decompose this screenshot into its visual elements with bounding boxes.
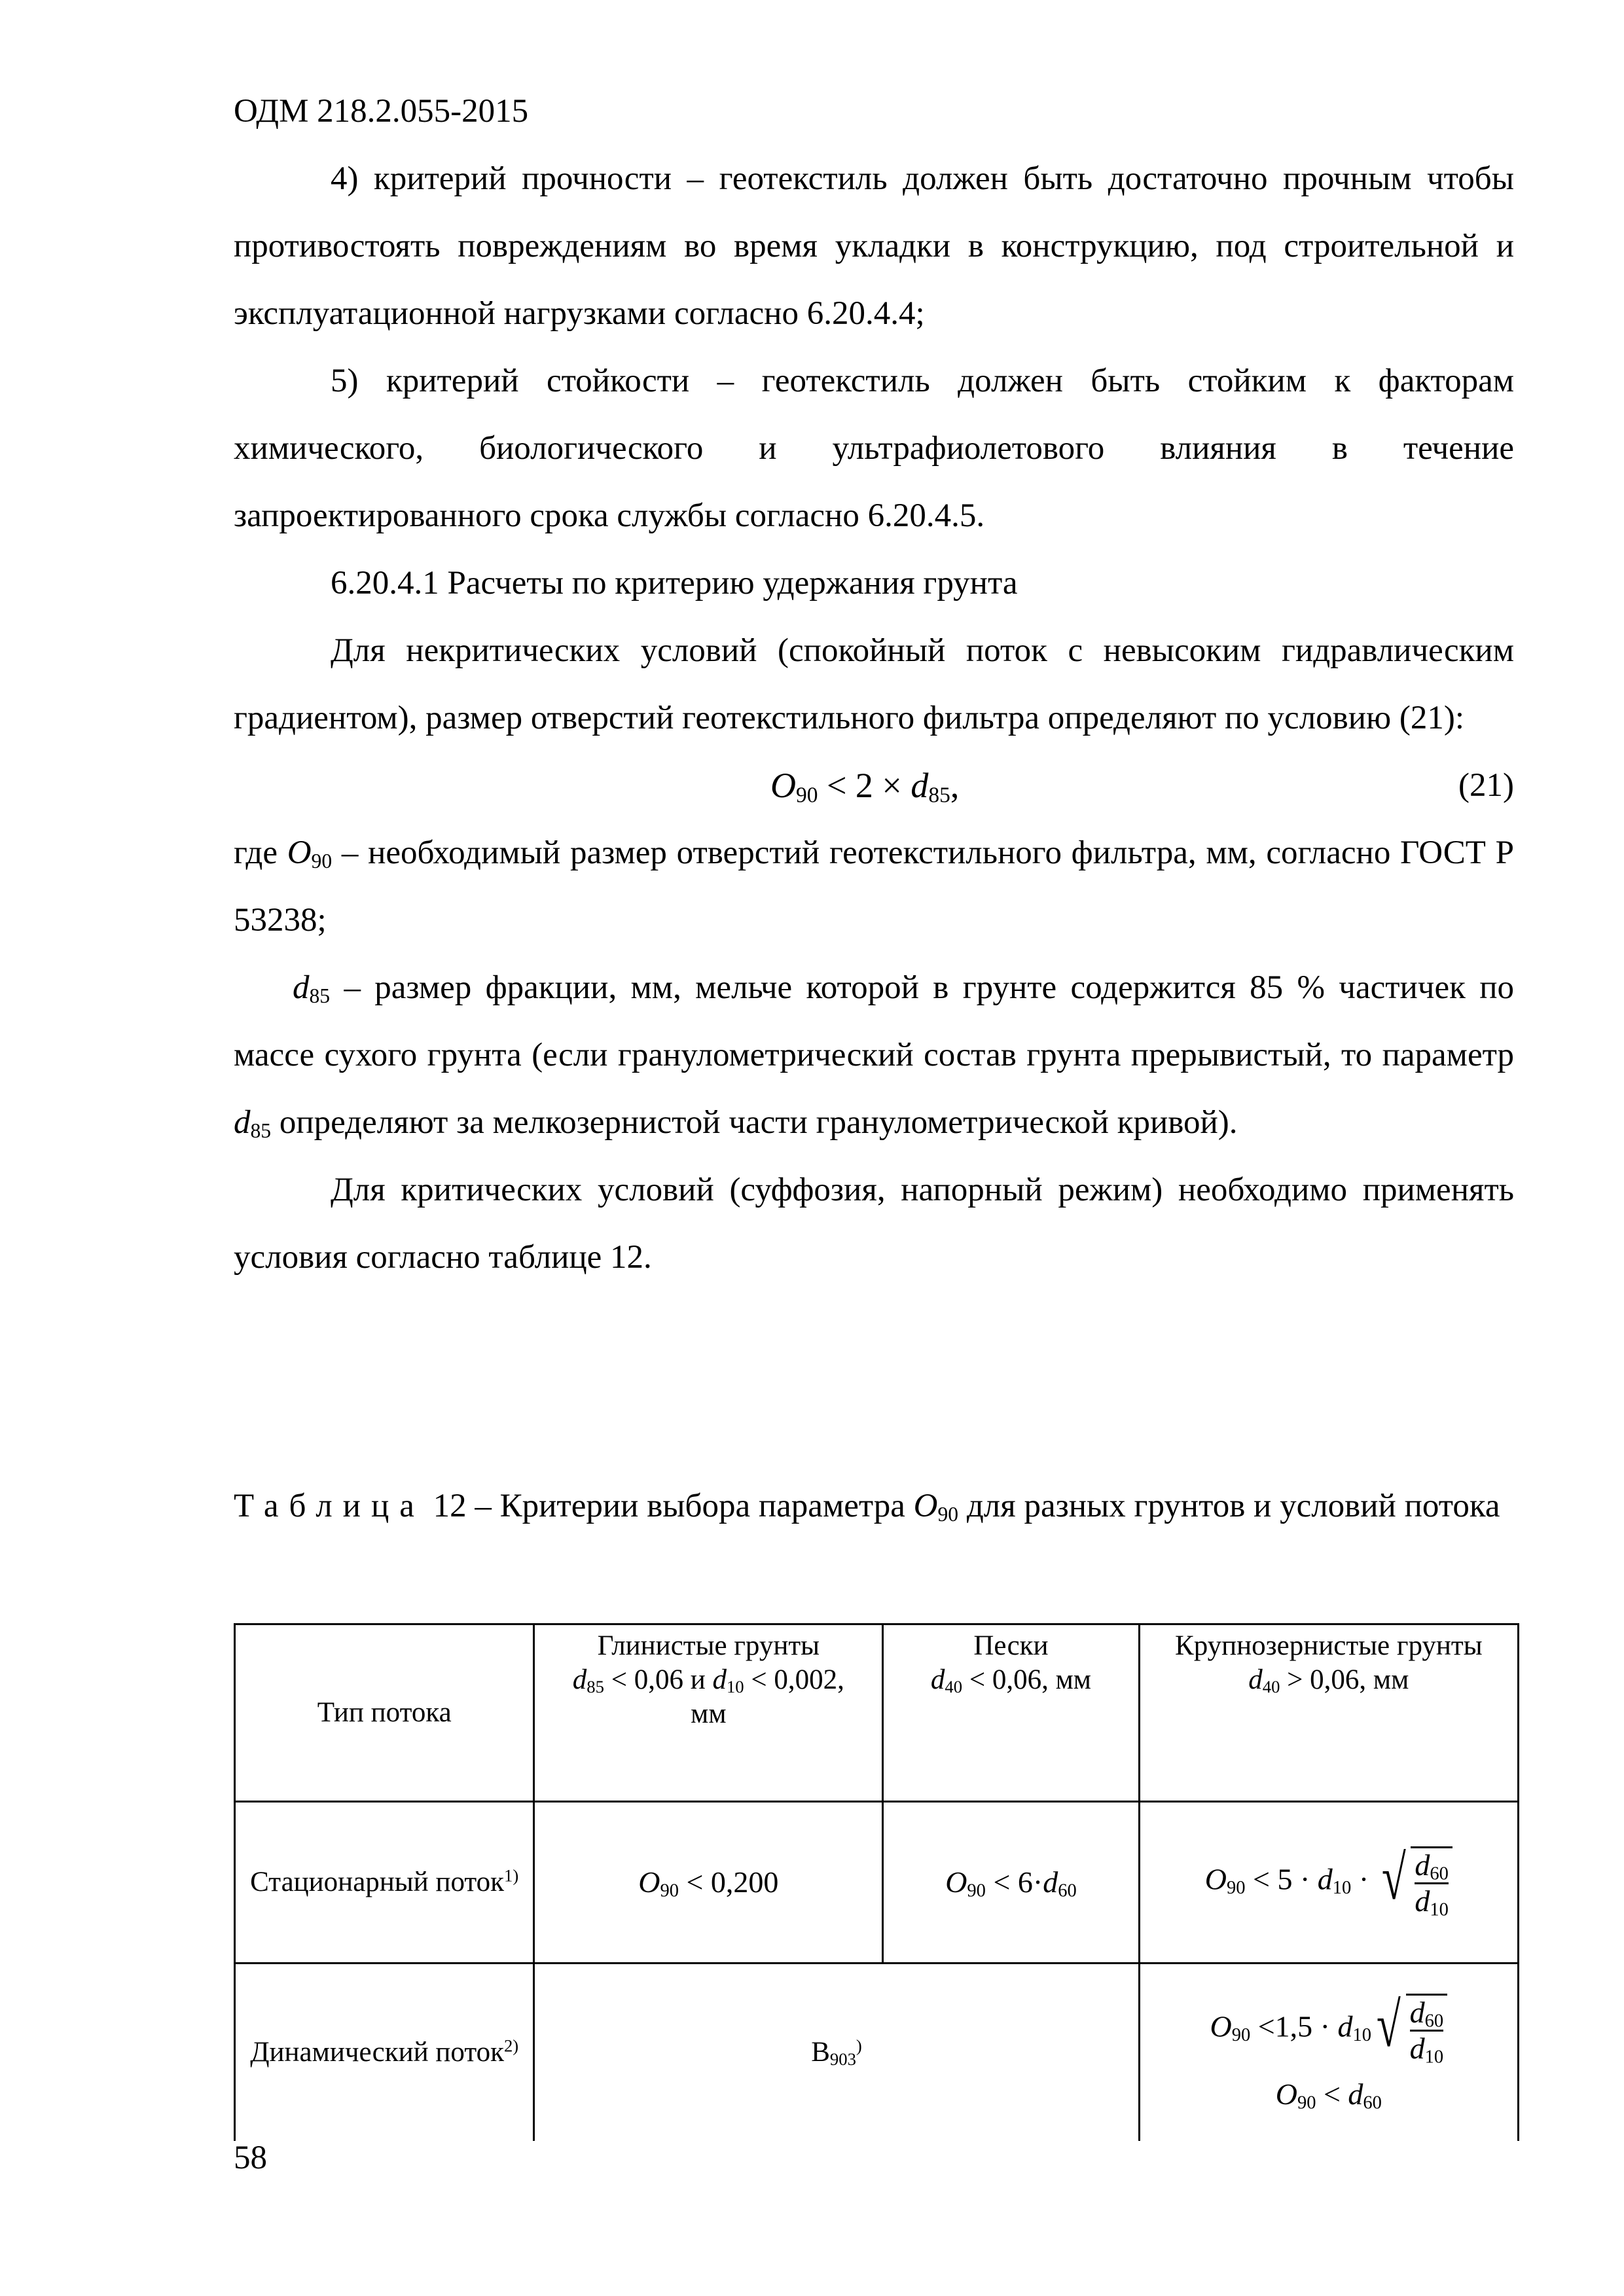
cell-clay-stationary: $O_{90} < 0,200$ [534, 1802, 883, 1964]
cell-sand-stationary: $O_{90} < 6\cdot d_{60}$ [883, 1802, 1139, 1964]
cell-dynamic-merged: $В_{903}^)$ [534, 1964, 1139, 2142]
row-label-dynamic: Динамический поток$^{2)}$ [235, 1964, 534, 2142]
paragraph-d85: $d_{85}$ – размер фракции, мм, мельче которой в грунте содержится 85 % частичек по массе сухого грунта (если гранулометрический состав грунта прерывистый, то параметр $d_{85}$ определяют за мелкозернистой части гранулометрической кривой). [234, 969, 1514, 1142]
radical-sign: √ [1376, 1990, 1401, 2060]
formula-expression: $O_{90} < 2 \times d_{85}$, [770, 766, 960, 808]
formula-number: (21) [1458, 767, 1514, 804]
cell-coarse-stationary: $O_{90} < 5 \cdot d_{10}$ · √ $\frac{d_{60}}{d_{10}}$ [1139, 1802, 1518, 1964]
radical-sign: √ [1381, 1842, 1406, 1912]
document-header: ОДМ 218.2.055-2015 [234, 93, 529, 130]
paragraph-where-o90: где $O_{90}$ – необходимый размер отверстий геотекстильного фильтра, мм, согласно ГОСТ Р 53238; [234, 834, 1514, 939]
header-flow-type: Тип потока [235, 1624, 534, 1802]
criteria-table [234, 1623, 1519, 2141]
row-label-stationary: Стационарный поток$^{1)}$ [235, 1802, 534, 1964]
table-caption: Таблица 12 – Критерии выбора параметра $O_{90}$ для разных грунтов и условий потока [234, 1488, 1500, 1526]
sqrt-fraction: √ $\frac{d_{60}}{d_{10}}$ [1371, 1994, 1447, 2066]
formula-21 [234, 752, 1514, 819]
section-heading: 6.20.4.1 Расчеты по критерию удержания грунта [331, 565, 1018, 601]
header-coarse: Крупнозернистые грунты $d_{40} > 0,06$, мм [1139, 1624, 1518, 1802]
page-number: 58 [234, 2140, 267, 2176]
header-sand: Пески $d_{40} < 0,06$, мм [883, 1624, 1139, 1802]
table-header-row [235, 1624, 1519, 1802]
paragraph-critical: Для критических условий (суффозия, напорный режим) необходимо применять условия согласно таблице 12. [234, 1172, 1514, 1276]
sqrt-fraction: √ $\frac{d_{60}}{d_{10}}$ [1377, 1846, 1453, 1918]
paragraph-noncritical: Для некритических условий (спокойный поток с невысоким гидравлическим градиентом), размер отверстий геотекстильного фильтра определяют по условию (21): [234, 632, 1514, 736]
paragraph-criterion-4: 4) критерий прочности – геотекстиль должен быть достаточно прочным чтобы противостоять повреждениям во время укладки в конструкцию, под строительной и эксплуатационной нагрузками согласно 6.20.4.4; [234, 160, 1514, 332]
paragraph-criterion-5: 5) критерий стойкости – геотекстиль должен быть стойким к факторам химического, биологического и ультрафиолетового влияния в течение запроектированного срока службы согласно 6.20.4.5. [234, 363, 1514, 534]
table-row-dynamic [235, 1964, 1519, 2142]
cell-coarse-dynamic: $O_{90} <1,5 \cdot d_{10}$ √ $\frac{d_{60}}{d_{10}}$ $O_{90} < d_{60}$ [1139, 1964, 1518, 2142]
body-text [234, 145, 1514, 1291]
header-clay: Глинистые грунты $d_{85} < 0,06$ и $d_{10} < 0,002$, мм [534, 1624, 883, 1802]
table-row-stationary [235, 1802, 1519, 1964]
